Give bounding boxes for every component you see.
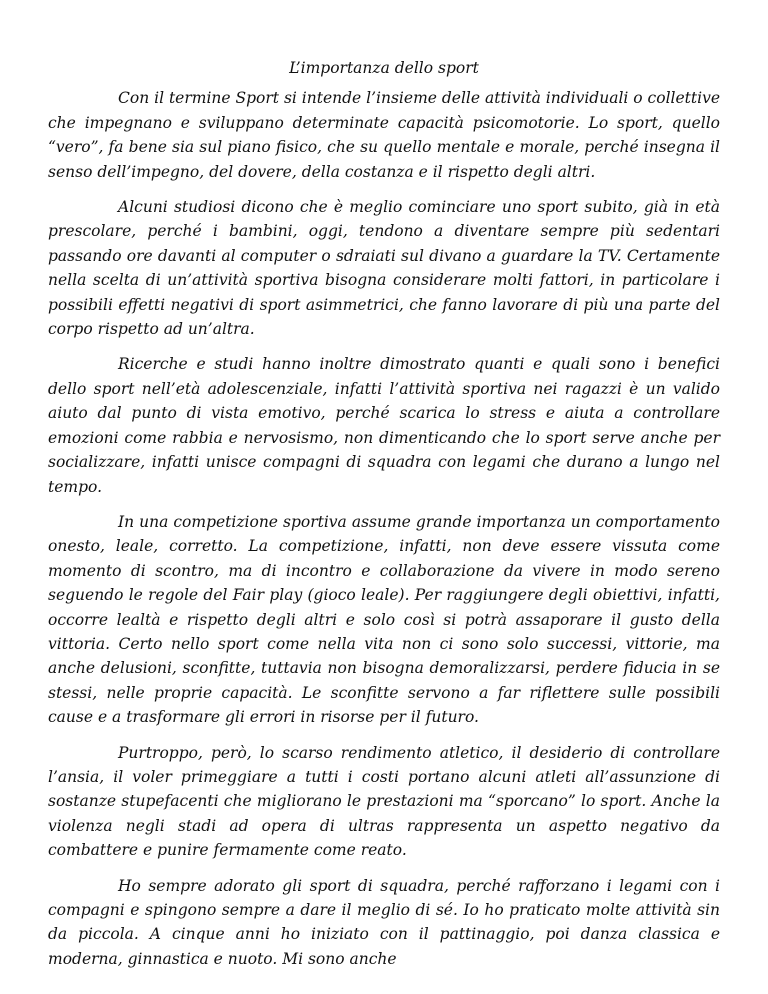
paragraph-6: Ho sempre adorato gli sport di squadra, perché rafforzano i legami con i compagni e spingono sempre a dare il meglio di sé. Io ho praticato molte attività sin da piccola. A cinque anni ho iniziato con il pattinaggio, poi danza classica e moderna, ginnastica e nuoto. Mi sono anche (48, 876, 720, 968)
document-title: L’importanza dello sport (289, 59, 479, 77)
paragraph-1: Con il termine Sport si intende l’insieme delle attività individuali o collettive che impegnano e sviluppano determinate capacità psicomotorie. Lo sport, quello “vero”, fa bene sia sul piano fisico, che su quello mentale e morale, perché insegna il senso dell’impegno, del dovere, della costanza e il rispetto degli altri. (48, 89, 720, 181)
document-page (48, 56, 720, 982)
paragraph-4: In una competizione sportiva assume grande importanza un comportamento onesto, leale, corretto. La competizione, infatti, non deve essere vissuta come momento di scontro, ma di incontro e collaborazione da vivere in modo sereno seguendo le regole del Fair play (gioco leale). Per raggiungere degli obiettivi, infatti, occorre lealtà e rispetto degli altri e solo così si potrà assaporare il gusto della vittoria. Certo nello sport come nella vita non ci sono solo successi, vittorie, ma anche delusioni, sconfitte, tuttavia non bisogna demoralizzarsi, perdere fiducia in se stessi, nelle proprie capacità. Le sconfitte servono a far riflettere sulle possibili cause e a trasformare gli errori in risorse per il futuro. (48, 512, 720, 727)
paragraph-3: Ricerche e studi hanno inoltre dimostrato quanti e quali sono i benefici dello sport nell’età adolescenziale, infatti l’attività sportiva nei ragazzi è un valido aiuto dal punto di vista emotivo, perché scarica lo stress e aiuta a controllare emozioni come rabbia e nervosismo, non dimenticando che lo sport serve anche per socializzare, infatti unisce compagni di squadra con legami che durano a lungo nel tempo. (48, 355, 720, 496)
paragraph-2: Alcuni studiosi dicono che è meglio cominciare uno sport subito, già in età prescolare, perché i bambini, oggi, tendono a diventare sempre più sedentari passando ore davanti al computer o sdraiati sul divano a guardare la TV. Certamente nella scelta di un’attività sportiva bisogna considerare molti fattori, in particolare i possibili effetti negativi di sport asimmetrici, che fanno lavorare di più una parte del corpo rispetto ad un’altra. (48, 198, 720, 339)
paragraph-5: Purtroppo, però, lo scarso rendimento atletico, il desiderio di controllare l’ansia, il voler primeggiare a tutti i costi portano alcuni atleti all’assunzione di sostanze stupefacenti che migliorano le prestazioni ma “sporcano” lo sport. Anche la violenza negli stadi ad opera di ultras rappresenta un aspetto negativo da combattere e punire fermamente come reato. (48, 743, 720, 860)
